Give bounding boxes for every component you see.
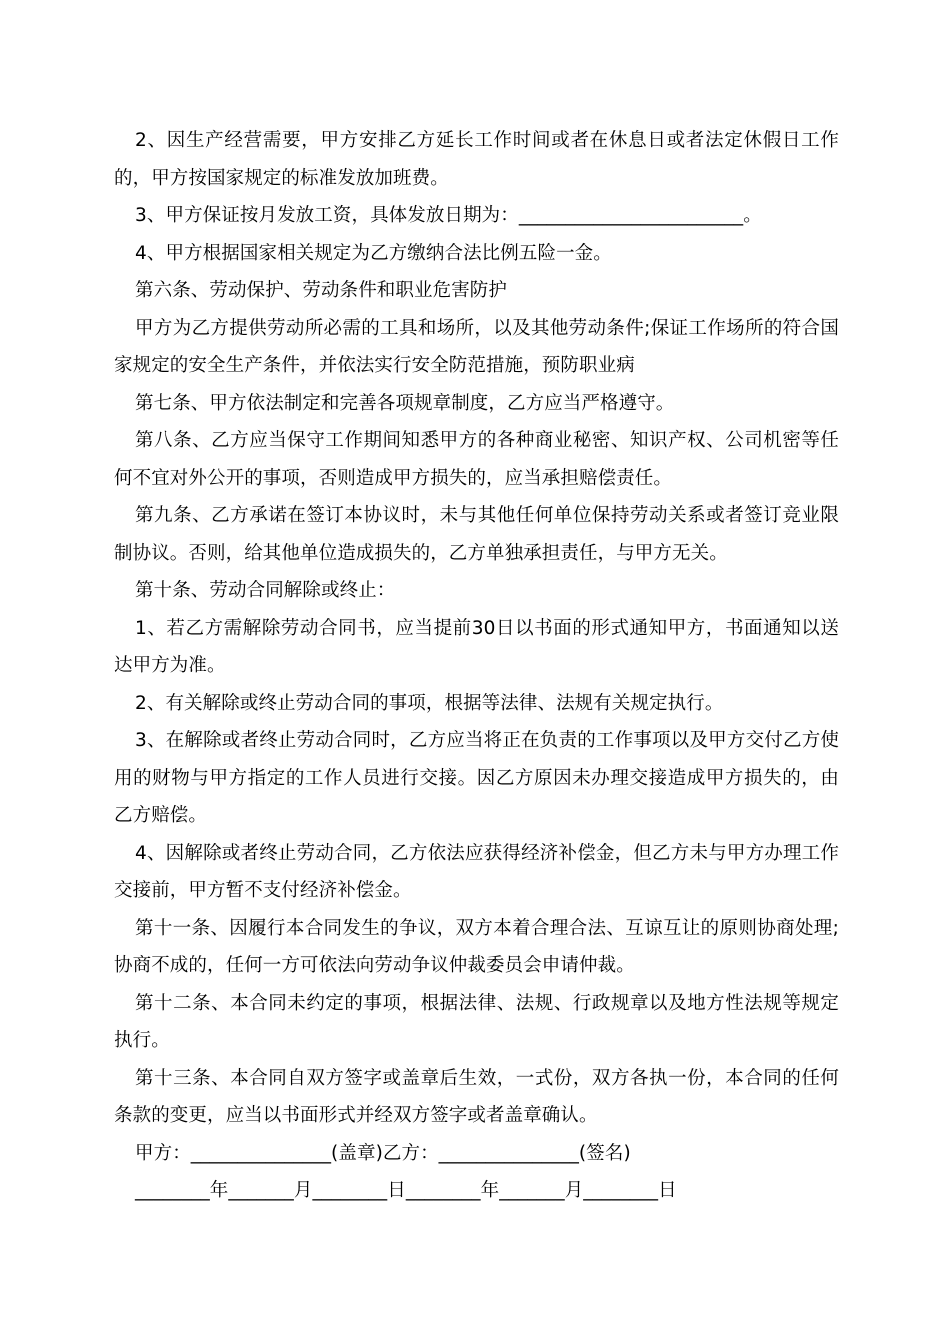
contract-body [114,122,839,1210]
article-10-item-1: 1、若乙方需解除劳动合同书，应当提前30日以书面的形式通知甲方，书面通知以送达甲方为准。 [114,617,839,676]
article-10-item-4: 4、因解除或者终止劳动合同，乙方依法应获得经济补偿金，但乙方未与甲方办理工作交接前，甲方暂不支付经济补偿金。 [114,842,839,901]
article-7: 第七条、甲方依法制定和完善各项规章制度，乙方应当严格遵守。 [135,392,675,414]
signature-line: 甲方：_______________(盖章)乙方：_______________(签名) [135,1142,631,1164]
clause-overtime-pay: 2、因生产经营需要，甲方安排乙方延长工作时间或者在休息日或者法定休假日工作的，甲方按国家规定的标准发放加班费。 [114,130,839,189]
article-13: 第十三条、本合同自双方签字或盖章后生效，一式份，双方各执一份，本合同的任何条款的变更，应当以书面形式并经双方签字或者盖章确认。 [114,1067,839,1126]
article-11: 第十一条、因履行本合同发生的争议，双方本着合理合法、互谅互让的原则协商处理;协商不成的，任何一方可依法向劳动争议仲裁委员会申请仲裁。 [114,917,839,976]
article-6-body: 甲方为乙方提供劳动所必需的工具和场所，以及其他劳动条件;保证工作场所的符合国家规定的安全生产条件，并依法实行安全防范措施，预防职业病 [114,317,839,376]
article-8: 第八条、乙方应当保守工作期间知悉甲方的各种商业秘密、知识产权、公司机密等任何不宜对外公开的事项，否则造成甲方损失的，应当承担赔偿责任。 [114,430,839,489]
article-10-heading: 第十条、劳动合同解除或终止： [135,580,396,601]
article-10-item-2: 2、有关解除或终止劳动合同的事项，根据等法律、法规有关规定执行。 [135,692,724,714]
article-9: 第九条、乙方承诺在签订本协议时，未与其他任何单位保持劳动关系或者签订竞业限制协议。否则，给其他单位造成损失的，乙方单独承担责任，与甲方无关。 [114,505,839,564]
date-line: ________年_______月________日________年_______月________日 [135,1180,677,1201]
article-12: 第十二条、本合同未约定的事项，根据法律、法规、行政规章以及地方性法规等规定执行。 [114,992,839,1051]
clause-social-insurance: 4、甲方根据国家相关规定为乙方缴纳合法比例五险一金。 [135,242,612,264]
clause-salary-date: 3、甲方保证按月发放工资，具体发放日期为：________________________。 [135,205,762,226]
article-10-item-3: 3、在解除或者终止劳动合同时，乙方应当将正在负责的工作事项以及甲方交付乙方使用的财物与甲方指定的工作人员进行交接。因乙方原因未办理交接造成甲方损失的，由乙方赔偿。 [114,730,839,826]
article-6-heading: 第六条、劳动保护、劳动条件和职业危害防护 [135,280,508,301]
